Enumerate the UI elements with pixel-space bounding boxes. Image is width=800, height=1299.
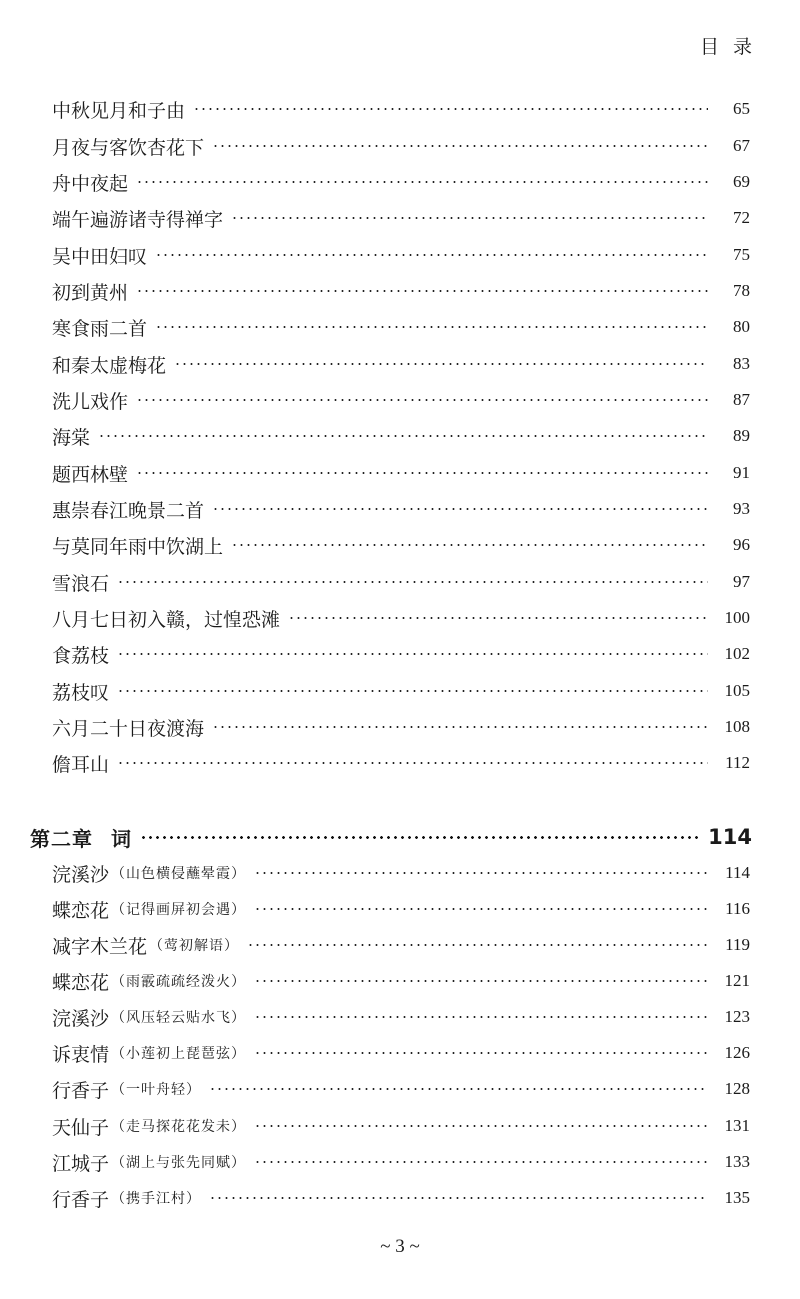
entry-title: 食荔枝 xyxy=(52,644,110,667)
dot-leader xyxy=(209,1088,708,1090)
entry-title: 月夜与客饮杏花下 xyxy=(52,136,205,159)
entry-title: 惠崇春江晚景二首 xyxy=(52,499,205,522)
entry-page: 105 xyxy=(724,681,750,700)
entry-subtitle: （携手江村） xyxy=(111,1191,202,1207)
dot-leader xyxy=(254,908,708,910)
entry-title: 八月七日初入赣，过惶恐滩 xyxy=(52,608,281,631)
entry-title: 蝶恋花 xyxy=(52,971,110,994)
entry-title: 和秦太虚梅花 xyxy=(52,354,167,377)
toc-entry[interactable] xyxy=(52,418,750,454)
entry-subtitle: （湖上与张先同赋） xyxy=(111,1155,247,1171)
toc-entry[interactable] xyxy=(52,382,750,418)
toc-entry[interactable] xyxy=(52,1144,750,1180)
dot-leader xyxy=(209,1197,708,1199)
toc-entry[interactable] xyxy=(52,855,750,891)
toc-entry[interactable] xyxy=(52,309,750,345)
toc-entry[interactable] xyxy=(52,1035,750,1071)
entry-page: 78 xyxy=(733,281,750,300)
entry-title: 天仙子 xyxy=(52,1116,110,1139)
toc-entry[interactable] xyxy=(52,273,750,309)
entry-title: 题西林壁 xyxy=(52,463,129,486)
entry-subtitle: （雨霰疏疏经泼火） xyxy=(111,974,247,990)
toc-entry[interactable] xyxy=(52,1108,750,1144)
entry-page: 65 xyxy=(733,99,750,118)
chapter-title xyxy=(30,823,132,852)
dot-leader xyxy=(136,181,708,183)
dot-leader xyxy=(254,1161,708,1163)
toc-entry[interactable] xyxy=(52,200,750,236)
toc-entry[interactable] xyxy=(52,91,750,127)
entry-page: 116 xyxy=(725,899,750,918)
toc-entry[interactable] xyxy=(52,927,750,963)
toc-entry[interactable] xyxy=(52,346,750,382)
toc-entry[interactable] xyxy=(52,564,750,600)
entry-title: 浣溪沙 xyxy=(52,1007,110,1030)
entry-page: 69 xyxy=(733,172,750,191)
toc-entry[interactable] xyxy=(52,709,750,745)
entry-page: 100 xyxy=(724,608,750,627)
entry-subtitle: （小莲初上琵琶弦） xyxy=(111,1046,247,1062)
entry-page: 102 xyxy=(724,644,750,663)
entry-subtitle: （风压轻云贴水飞） xyxy=(111,1010,247,1026)
entry-title: 吴中田妇叹 xyxy=(52,245,148,268)
entry-title: 行香子 xyxy=(52,1188,110,1211)
dot-leader xyxy=(231,544,708,546)
dot-leader xyxy=(254,1125,708,1127)
dot-leader xyxy=(136,290,708,292)
dot-leader xyxy=(136,472,708,474)
dot-leader xyxy=(98,435,708,437)
entry-subtitle: （记得画屏初会遇） xyxy=(111,902,247,918)
entry-page: 131 xyxy=(724,1116,750,1135)
dot-leader xyxy=(288,617,708,619)
toc-entry[interactable] xyxy=(52,673,750,709)
entry-page: 121 xyxy=(724,971,750,990)
toc-entry[interactable] xyxy=(52,600,750,636)
toc-entry[interactable] xyxy=(52,128,750,164)
entry-title: 诉衷情 xyxy=(52,1043,110,1066)
entry-title: 中秋见月和子由 xyxy=(52,99,186,122)
entry-title: 减字木兰花 xyxy=(52,935,148,958)
dot-leader xyxy=(254,980,708,982)
entry-page: 133 xyxy=(724,1152,750,1171)
dot-leader xyxy=(155,254,708,256)
chapter-heading[interactable] xyxy=(30,819,752,855)
chapter-page: 114 xyxy=(708,825,752,849)
entry-title: 雪浪石 xyxy=(52,572,110,595)
entry-page: 128 xyxy=(724,1079,750,1098)
running-header: 目 录 xyxy=(699,36,756,58)
entry-title: 初到黄州 xyxy=(52,281,129,304)
entry-title: 荔枝叹 xyxy=(52,681,110,704)
entry-title: 儋耳山 xyxy=(52,753,110,776)
entry-page: 123 xyxy=(724,1007,750,1026)
dot-leader xyxy=(247,944,708,946)
toc-entry[interactable] xyxy=(52,164,750,200)
toc-entry[interactable] xyxy=(52,237,750,273)
entry-subtitle: （一叶舟轻） xyxy=(111,1082,202,1098)
dot-leader xyxy=(212,726,708,728)
toc-entry[interactable] xyxy=(52,963,750,999)
dot-leader xyxy=(117,690,708,692)
entry-page: 112 xyxy=(725,753,750,772)
dot-leader xyxy=(155,326,708,328)
entry-title: 蝶恋花 xyxy=(52,899,110,922)
dot-leader xyxy=(193,108,708,110)
toc-entry[interactable] xyxy=(52,1071,750,1107)
toc-entry[interactable] xyxy=(52,999,750,1035)
toc-entry[interactable] xyxy=(52,1180,750,1216)
entry-page: 83 xyxy=(733,354,750,373)
entry-page: 126 xyxy=(724,1043,750,1062)
entry-title: 与莫同年雨中饮湖上 xyxy=(52,535,224,558)
entry-subtitle: （走马探花花发未） xyxy=(111,1119,247,1135)
dot-leader xyxy=(117,581,708,583)
dot-leader xyxy=(254,1052,708,1054)
entry-title: 浣溪沙 xyxy=(52,863,110,886)
entry-title: 舟中夜起 xyxy=(52,172,129,195)
dot-leader xyxy=(117,653,708,655)
toc-entry[interactable] xyxy=(52,491,750,527)
entry-subtitle: （山色横侵蘸晕霞） xyxy=(111,866,247,882)
dot-leader xyxy=(117,762,708,764)
entry-page: 135 xyxy=(724,1188,750,1207)
entry-page: 108 xyxy=(724,717,750,736)
entry-page: 67 xyxy=(733,136,750,155)
entry-page: 91 xyxy=(733,463,750,482)
entry-title: 六月二十日夜渡海 xyxy=(52,717,205,740)
entry-subtitle: （莺初解语） xyxy=(149,938,240,954)
entry-page: 93 xyxy=(733,499,750,518)
entry-title: 行香子 xyxy=(52,1079,110,1102)
dot-leader xyxy=(174,363,708,365)
toc-entry[interactable] xyxy=(52,745,750,781)
dot-leader xyxy=(212,508,708,510)
entry-title: 寒食雨二首 xyxy=(52,317,148,340)
page-number: ~ 3 ~ xyxy=(380,1236,420,1257)
entry-page: 97 xyxy=(733,572,750,591)
dot-leader xyxy=(254,872,708,874)
dot-leader xyxy=(231,217,708,219)
toc-entry[interactable] xyxy=(52,891,750,927)
entry-title: 端午遍游诸寺得禅字 xyxy=(52,208,224,231)
toc-entry[interactable] xyxy=(52,527,750,563)
dot-leader xyxy=(136,399,708,401)
toc-entry[interactable] xyxy=(52,636,750,672)
entry-page: 114 xyxy=(725,863,750,882)
entry-page: 75 xyxy=(733,245,750,264)
entry-page: 96 xyxy=(733,535,750,554)
dot-leader xyxy=(140,836,700,839)
entry-page: 119 xyxy=(725,935,750,954)
entry-title: 江城子 xyxy=(52,1152,110,1175)
entry-title: 海棠 xyxy=(52,426,91,449)
entry-page: 72 xyxy=(733,208,750,227)
chapter-word: 词 xyxy=(111,826,132,851)
entry-page: 87 xyxy=(733,390,750,409)
entry-page: 80 xyxy=(733,317,750,336)
dot-leader xyxy=(254,1016,708,1018)
dot-leader xyxy=(212,145,708,147)
chapter-label: 第二章 xyxy=(30,826,93,851)
entry-page: 89 xyxy=(733,426,750,445)
toc-entry[interactable] xyxy=(52,455,750,491)
entry-title: 洗儿戏作 xyxy=(52,390,129,413)
